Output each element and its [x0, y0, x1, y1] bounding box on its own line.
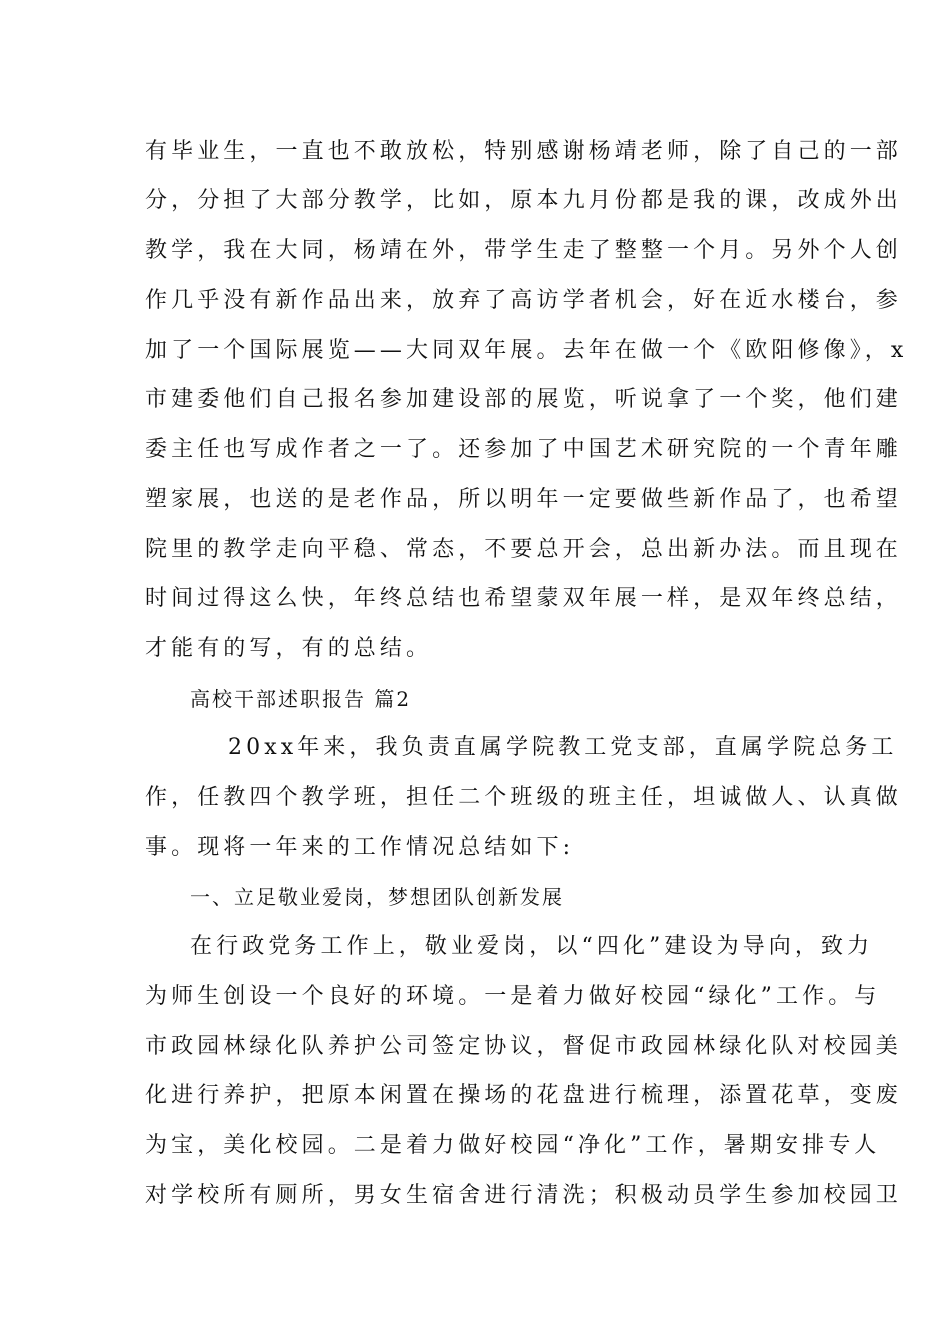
body-text-line: 加了一个国际展览——大同双年展。去年在做一个《欧阳修像》，x — [145, 338, 908, 363]
body-text-line: 20xx年来，我负责直属学院教工党支部，直属学院总务工 — [228, 735, 898, 760]
body-text-line: 院里的教学走向平稳、常态，不要总开会，总出新办法。而且现在 — [145, 537, 902, 562]
body-text-line: 作几乎没有新作品出来，放弃了高访学者机会，好在近水楼台，参 — [145, 288, 902, 313]
body-text-line: 作，任教四个教学班，担任二个班级的班主任，坦诚做人、认真做 — [145, 785, 902, 810]
body-text-line: 塑家展，也送的是老作品，所以明年一定要做些新作品了，也希望 — [145, 487, 902, 512]
section-title: 高校干部述职报告 篇2 — [190, 687, 412, 711]
body-text-line: 委主任也写成作者之一了。还参加了中国艺术研究院的一个青年雕 — [145, 437, 902, 462]
body-text-line: 教学，我在大同，杨靖在外，带学生走了整整一个月。另外个人创 — [145, 238, 902, 263]
body-text-line: 化进行养护，把原本闲置在操场的花盘进行梳理，添置花草，变废 — [145, 1083, 902, 1108]
body-text-line: 才能有的写，有的总结。 — [145, 636, 433, 661]
subheading: 一、立足敬业爱岗，梦想团队创新发展 — [190, 885, 564, 909]
body-text-line: 对学校所有厕所，男女生宿舍进行清洗；积极动员学生参加校园卫 — [145, 1183, 902, 1208]
body-text-line: 为师生创设一个良好的环境。一是着力做好校园“绿化”工作。与 — [145, 984, 881, 1009]
body-text-line: 分，分担了大部分教学，比如，原本九月份都是我的课，改成外出 — [145, 188, 902, 213]
body-text-line: 时间过得这么快，年终总结也希望蒙双年展一样，是双年终总结， — [145, 586, 902, 611]
body-text-line: 有毕业生，一直也不敢放松，特别感谢杨靖老师，除了自己的一部 — [145, 139, 902, 164]
body-text-line: 为宝，美化校园。二是着力做好校园“净化”工作，暑期安排专人 — [145, 1133, 881, 1158]
body-text-line: 市建委他们自己报名参加建设部的展览，听说拿了一个奖，他们建 — [145, 387, 902, 412]
body-text-line: 在行政党务工作上，敬业爱岗，以“四化”建设为导向，致力 — [190, 934, 874, 959]
body-text-line: 市政园林绿化队养护公司签定协议，督促市政园林绿化队对校园美 — [145, 1034, 902, 1059]
body-text-line: 事。现将一年来的工作情况总结如下: — [145, 835, 575, 860]
